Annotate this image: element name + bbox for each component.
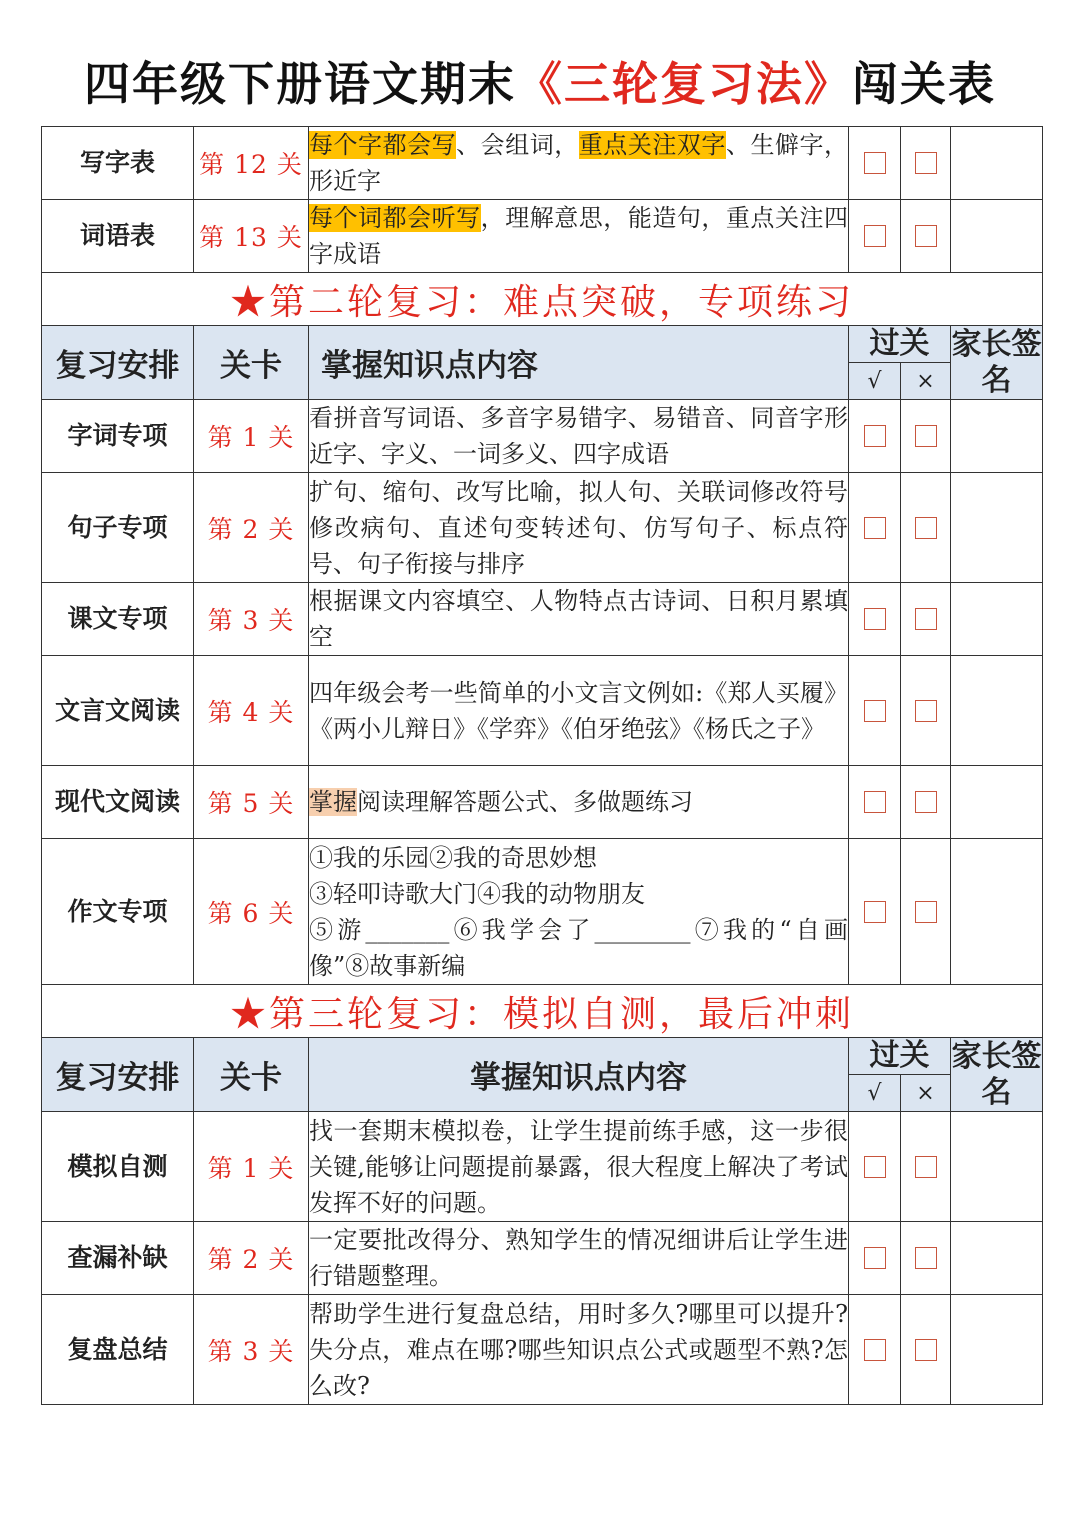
pass-checkbox[interactable]: [864, 1156, 886, 1178]
review-item: 写字表: [42, 127, 194, 200]
fail-cell: [901, 1295, 951, 1405]
content-text: 、生僻字，形近字: [309, 131, 849, 195]
review-item: 词语表: [42, 200, 194, 273]
parent-signature-cell[interactable]: [951, 200, 1043, 273]
fail-cell: [901, 839, 951, 985]
level-label: 第 3 关: [194, 583, 309, 656]
level-label: 第 1 关: [194, 1112, 309, 1222]
round-banner-row: [42, 985, 1043, 1038]
parent-signature-cell[interactable]: [951, 583, 1043, 656]
fail-checkbox[interactable]: [915, 425, 937, 447]
knowledge-content: [309, 583, 849, 656]
header-pass: 过关: [849, 326, 951, 363]
pass-checkbox[interactable]: [864, 901, 886, 923]
pass-checkbox[interactable]: [864, 1247, 886, 1269]
table-row: [42, 766, 1043, 839]
pass-cell: [849, 400, 901, 473]
highlighted-text: 每个字都会写: [309, 131, 457, 159]
highlighted-text: 每个词都会听写: [309, 204, 481, 232]
content-text: ③轻叩诗歌大门④我的动物朋友: [309, 879, 645, 908]
parent-signature-cell[interactable]: [951, 1222, 1043, 1295]
table-row: [42, 656, 1043, 766]
knowledge-content: [309, 400, 849, 473]
fail-cell: [901, 473, 951, 583]
fail-checkbox[interactable]: [915, 225, 937, 247]
header-yes: √: [849, 363, 901, 400]
content-text: 、会组词，: [456, 131, 579, 159]
content-text: 一定要批改得分、熟知学生的情况细讲后让学生进行错题整理。: [309, 1226, 848, 1290]
pass-checkbox[interactable]: [864, 608, 886, 630]
review-item: 文言文阅读: [42, 656, 194, 766]
fail-checkbox[interactable]: [915, 517, 937, 539]
header-content: 掌握知识点内容: [309, 1038, 849, 1112]
review-item: 复盘总结: [42, 1295, 194, 1405]
pass-cell: [849, 1112, 901, 1222]
table-row: [42, 473, 1043, 583]
knowledge-content: [309, 1295, 849, 1405]
knowledge-content: [309, 200, 849, 273]
fail-cell: [901, 1222, 951, 1295]
review-table-body: [42, 127, 1043, 1405]
content-text: ⑤游_______⑥我学会了________⑦我的“自画像”⑧故事新编: [309, 915, 848, 980]
knowledge-content: [309, 1112, 849, 1222]
pass-checkbox[interactable]: [864, 791, 886, 813]
level-label: 第 3 关: [194, 1295, 309, 1405]
level-label: 第 12 关: [194, 127, 309, 200]
content-text: 找一套期末模拟卷，让学生提前练手感，这一步很关键,能够让问题提前暴露，很大程度上解决了考试发挥不好的问题。: [309, 1116, 848, 1217]
header-row: [42, 1038, 1043, 1075]
header-level: 关卡: [194, 1038, 309, 1112]
parent-signature-cell[interactable]: [951, 400, 1043, 473]
pass-checkbox[interactable]: [864, 1339, 886, 1361]
header-level: 关卡: [194, 326, 309, 400]
review-item: 查漏补缺: [42, 1222, 194, 1295]
fail-cell: [901, 583, 951, 656]
fail-checkbox[interactable]: [915, 791, 937, 813]
knowledge-content: [309, 127, 849, 200]
fail-checkbox[interactable]: [915, 700, 937, 722]
highlighted-text: 重点关注双字: [578, 131, 726, 159]
level-label: 第 4 关: [194, 656, 309, 766]
fail-checkbox[interactable]: [915, 901, 937, 923]
pass-checkbox[interactable]: [864, 700, 886, 722]
title-suffix: 闯关表: [852, 57, 996, 111]
table-row: [42, 583, 1043, 656]
pass-cell: [849, 656, 901, 766]
header-row: [42, 326, 1043, 363]
header-yes: √: [849, 1075, 901, 1112]
pass-cell: [849, 583, 901, 656]
table-row: [42, 839, 1043, 985]
pass-checkbox[interactable]: [864, 152, 886, 174]
review-table: [41, 126, 1043, 1405]
parent-signature-cell[interactable]: [951, 656, 1043, 766]
parent-signature-cell[interactable]: [951, 839, 1043, 985]
pass-cell: [849, 766, 901, 839]
table-row: [42, 1295, 1043, 1405]
fail-cell: [901, 400, 951, 473]
fail-cell: [901, 1112, 951, 1222]
header-content: 掌握知识点内容: [309, 326, 849, 400]
content-text: 帮助学生进行复盘总结，用时多久?哪里可以提升?失分点，难点在哪?哪些知识点公式或题型不熟?怎么改?: [309, 1299, 848, 1400]
fail-cell: [901, 656, 951, 766]
table-row: [42, 1222, 1043, 1295]
review-item: 作文专项: [42, 839, 194, 985]
fail-cell: [901, 766, 951, 839]
parent-signature-cell[interactable]: [951, 1295, 1043, 1405]
fail-cell: [901, 127, 951, 200]
pass-cell: [849, 473, 901, 583]
header-review-plan: 复习安排: [42, 1038, 194, 1112]
review-item: 模拟自测: [42, 1112, 194, 1222]
table-row: [42, 400, 1043, 473]
page-title: [0, 48, 1080, 114]
content-text: 扩句、缩句、改写比喻，拟人句、关联词修改符号修改病句、直述句变转述句、仿写句子、标点符号、句子衔接与排序: [309, 477, 848, 578]
round-banner: ★第二轮复习：难点突破，专项练习: [42, 273, 1043, 326]
table-row: [42, 200, 1043, 273]
content-text: ①我的乐园②我的奇思妙想: [309, 843, 597, 872]
level-label: 第 1 关: [194, 400, 309, 473]
fail-checkbox[interactable]: [915, 1339, 937, 1361]
round-banner-row: [42, 273, 1043, 326]
knowledge-content: [309, 839, 849, 985]
fail-checkbox[interactable]: [915, 608, 937, 630]
round-banner: ★第三轮复习：模拟自测，最后冲刺: [42, 985, 1043, 1038]
knowledge-content: [309, 1222, 849, 1295]
fail-checkbox[interactable]: [915, 1247, 937, 1269]
title-highlight: 《三轮复习法》: [516, 57, 852, 111]
pass-cell: [849, 1295, 901, 1405]
fail-checkbox[interactable]: [915, 152, 937, 174]
content-text: 四年级会考一些简单的小文言文例如:《郑人买履》《两小儿辩日》《学弈》《伯牙绝弦》《杨氏之子》: [309, 678, 848, 743]
parent-signature-cell[interactable]: [951, 766, 1043, 839]
review-item: 句子专项: [42, 473, 194, 583]
pass-cell: [849, 839, 901, 985]
content-text: 阅读理解答题公式、多做题练习: [357, 788, 693, 816]
pass-cell: [849, 127, 901, 200]
header-review-plan: 复习安排: [42, 326, 194, 400]
header-parent-signature: 家长签名: [951, 326, 1042, 398]
content-text: ，理解意思，能造句，重点关注四字成语: [309, 204, 849, 268]
knowledge-content: [309, 656, 849, 766]
content-text: 看拼音写词语、多音字易错字、易错音、同音字形近字、字义、一词多义、四字成语: [309, 404, 848, 468]
content-text: 根据课文内容填空、人物特点古诗词、日积月累填空: [309, 587, 848, 651]
level-label: 第 5 关: [194, 766, 309, 839]
header-parent-signature: 家长签名: [951, 1038, 1042, 1110]
pass-cell: [849, 200, 901, 273]
header-no: ×: [901, 1075, 951, 1112]
fail-cell: [901, 200, 951, 273]
header-pass: 过关: [849, 1038, 951, 1075]
pass-cell: [849, 1222, 901, 1295]
review-item: 字词专项: [42, 400, 194, 473]
pass-checkbox[interactable]: [864, 425, 886, 447]
level-label: 第 2 关: [194, 473, 309, 583]
highlighted-text: 掌握: [309, 788, 357, 816]
knowledge-content: [309, 473, 849, 583]
table-row: [42, 1112, 1043, 1222]
title-prefix: 四年级下册语文期末: [84, 57, 516, 111]
level-label: 第 6 关: [194, 839, 309, 985]
header-no: ×: [901, 363, 951, 400]
knowledge-content: [309, 766, 849, 839]
table-row: [42, 127, 1043, 200]
level-label: 第 13 关: [194, 200, 309, 273]
pass-checkbox[interactable]: [864, 225, 886, 247]
review-item: 课文专项: [42, 583, 194, 656]
level-label: 第 2 关: [194, 1222, 309, 1295]
parent-signature-cell[interactable]: [951, 127, 1043, 200]
parent-signature-cell[interactable]: [951, 1112, 1043, 1222]
pass-checkbox[interactable]: [864, 517, 886, 539]
parent-signature-cell[interactable]: [951, 473, 1043, 583]
fail-checkbox[interactable]: [915, 1156, 937, 1178]
review-item: 现代文阅读: [42, 766, 194, 839]
